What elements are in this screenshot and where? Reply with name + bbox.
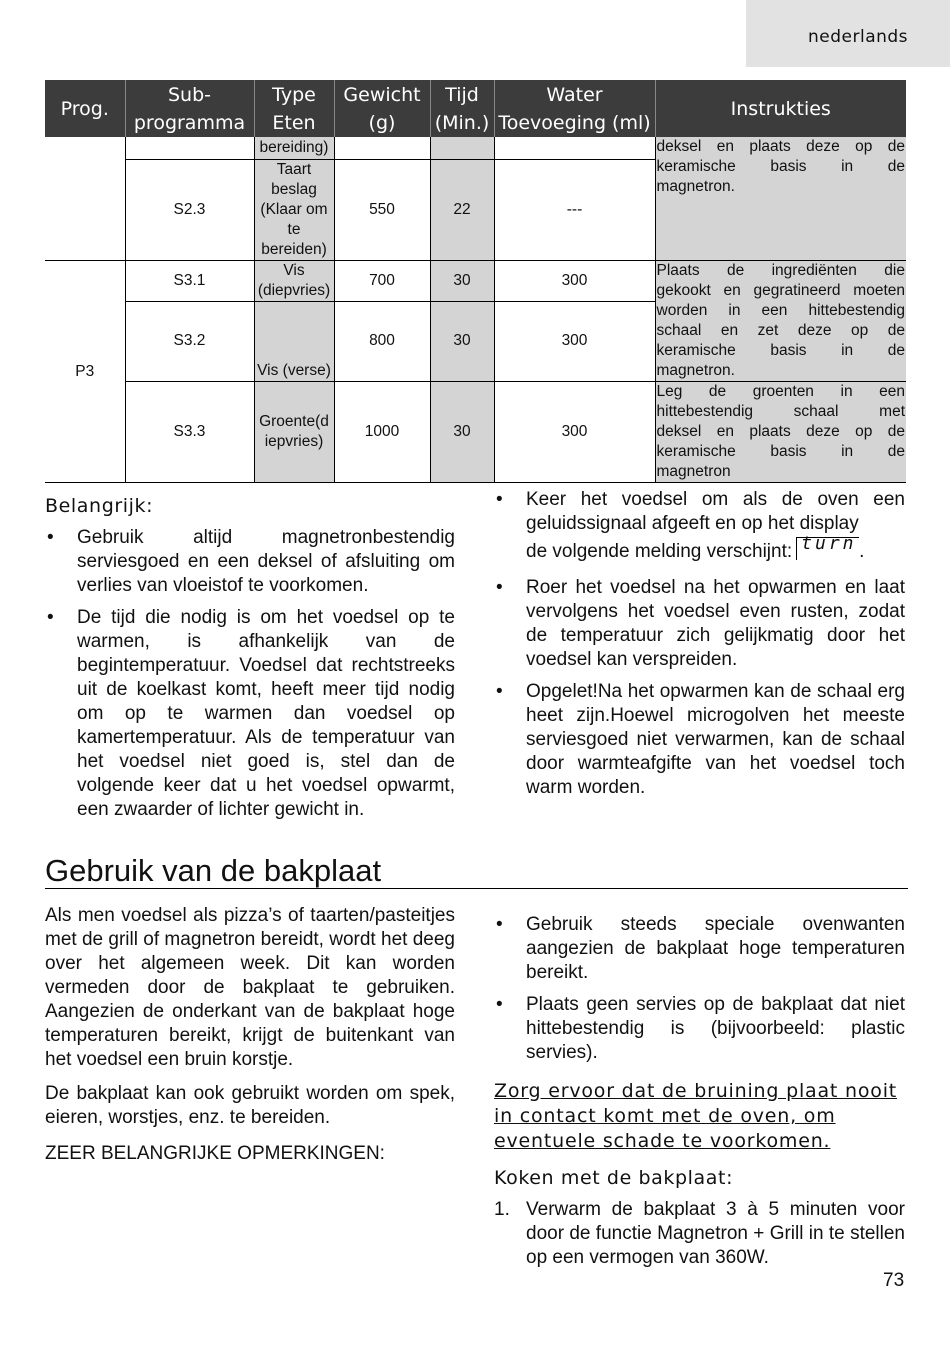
table-header-row [45,80,906,137]
header-type: Type Eten [254,80,334,137]
header-prog: Prog. [45,80,125,137]
sub-cell: S3.2 [125,301,254,381]
time-cell: 30 [430,260,494,301]
cooking-title: Koken met de bakplaat: [494,1167,734,1189]
page-number: 73 [883,1270,905,1291]
important-title: Belangrijk: [45,495,154,517]
section-title: Gebruik van de bakplaat [45,853,908,889]
instr-cell: deksel en plaats deze op de keramische basis in de magnetron. [655,137,906,260]
list-item: • Gebruik steeds speciale ovenwanten aangezien de bakplaat hoge temperaturen bereikt. [494,913,905,985]
header-time: Tijd (Min.) [430,80,494,137]
display-turn-icon: turn [796,537,859,560]
time-cell: 30 [430,301,494,381]
time-cell: 30 [430,381,494,482]
instr-cell: Leg de groenten in een hittebestendig schaal met deksel en plaats deze op de keramische basis in de magnetron [655,381,906,482]
weight-cell: 550 [334,159,430,260]
type-cell: Vis (verse) [254,301,334,381]
header-sub: Sub- programma [125,80,254,137]
list-item: • Gebruik altijd magnetronbestendig serviesgoed en een deksel of afsluiting om verlies van vloeistof te voorkomen. [45,526,455,598]
important-left [45,494,455,822]
prog-cell: P3 [45,260,125,482]
bakplaat-left [45,904,455,1166]
table-row [45,381,906,482]
header-weight: Gewicht (g) [334,80,430,137]
language-label: nederlands [808,27,909,47]
type-cell: Taart beslag (Klaar om te bereiden) [254,159,334,260]
list-item: • Opgelet!Na het opwarmen kan de schaal erg heet zijn.Hoewel microgolven het meeste serviesgoed niet verwarmen, kan de schaal door warmteafgifte van het voedsel toch warm worden. [494,680,905,800]
important-right [494,488,905,800]
list-item: • De tijd die nodig is om het voedsel op te warmen, is afhankelijk van de begintemperatuur. Voedsel dat rechtstreeks uit de koelkast komt, heeft meer tijd nodig om op te warmen dan voedsel op kamertemperatuur. Als de temperatuur van het voedsel niet goed is, stel dan de volgende keer dat u het voedsel opwarmt, een zwaarder of lichter gewicht in. [45,606,455,822]
water-cell: 300 [494,301,655,381]
type-cell: Vis (diepvries) [254,260,334,301]
list-item: • Plaats geen servies op de bakplaat dat niet hittebestendig is (bijvoorbeeld: plastic servies). [494,993,905,1065]
weight-cell: 800 [334,301,430,381]
program-table [45,80,906,483]
warning-note: Zorg ervoor dat de bruining plaat nooit in contact komt met de oven, om eventuele schade te voorkomen. [494,1080,898,1152]
weight-cell: 700 [334,260,430,301]
list-item: • Keer het voedsel om als de oven een geluidssignaal afgeeft en op het display de volgende melding verschijnt: turn . [494,488,905,568]
sub-cell: S3.3 [125,381,254,482]
table-row [45,260,906,301]
list-item: 1. Verwarm de bakplaat 3 à 5 minuten voor door de functie Magnetron + Grill in te stellen op een vermogen van 360W. [494,1199,905,1268]
weight-cell: 1000 [334,381,430,482]
type-cell: Groente(d iepvries) [254,381,334,482]
paragraph: De bakplaat kan ook gebruikt worden om spek, eieren, worstjes, enz. te bereiden. [45,1083,455,1128]
time-cell: 22 [430,159,494,260]
water-cell: 300 [494,381,655,482]
instr-cell: Plaats de ingrediënten die gekookt en gegratineerd moeten worden in een hittebestendig schaal en zet deze op de keramische basis in de magnetron. [655,260,906,381]
list-item: • Roer het voedsel na het opwarmen en laat vervolgens het voedsel even rusten, zodat de temperatuur zich gelijkmatig door het voedsel kan verspreiden. [494,576,905,672]
note-title: ZEER BELANGRIJKE OPMERKINGEN: [45,1143,385,1164]
header-instr: Instrukties [655,80,906,137]
sub-cell: S2.3 [125,159,254,260]
header-water: Water Toevoeging (ml) [494,80,655,137]
bakplaat-right [494,913,905,1270]
sub-cell: S3.1 [125,260,254,301]
water-cell: 300 [494,260,655,301]
water-cell: --- [494,159,655,260]
paragraph: Als men voedsel als pizza’s of taarten/pasteitjes met de grill of magnetron bereidt, wordt het deeg over het algemeen week. Dit kan worden vermeden door de bakplaat te gebruiken. Aangezien de onderkant van de bakplaat hoge temperaturen bereikt, krijgt de buitenkant van het voedsel een bruin korstje. [45,905,455,1070]
type-cell: bereiding) [254,137,334,159]
table-row [45,137,906,159]
language-tab [746,0,950,67]
